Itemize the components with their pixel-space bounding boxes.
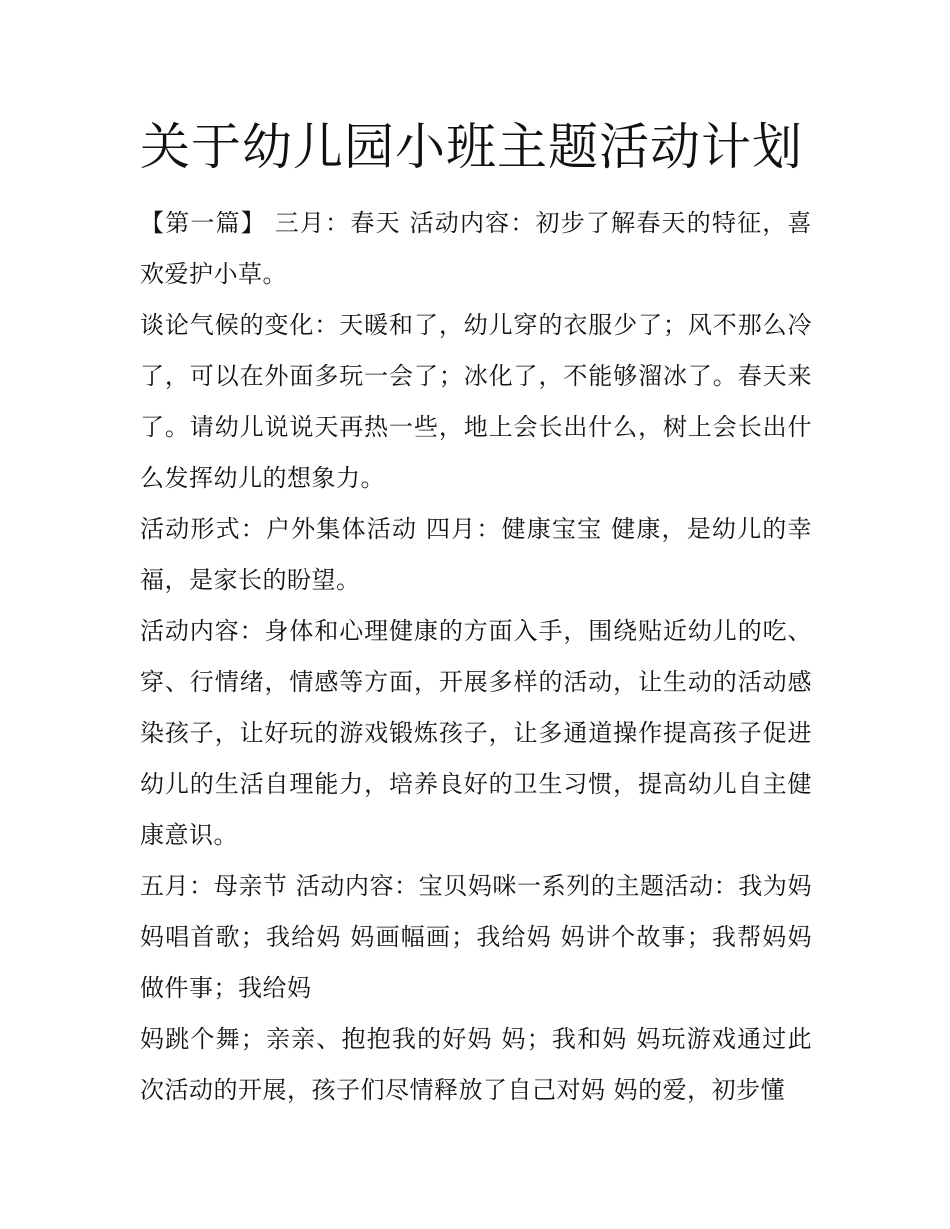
paragraph-5: 五月：母亲节 活动内容：宝贝妈咪一系列的主题活动：我为妈 妈唱首歌；我给妈 妈画幅画；我给妈 妈讲个故事；我帮妈妈做件事；我给妈 (140, 872, 812, 1002)
paragraph-1: 【第一篇】 三月：春天 活动内容：初步了解春天的特征，喜欢爱护小草。 (140, 209, 812, 288)
document-body (140, 198, 812, 1116)
paragraph-4: 活动内容：身体和心理健康的方面入手，围绕贴近幼儿的吃、穿、行情绪，情感等方面，开展多样的活动，让生动的活动感染孩子，让好玩的游戏锻炼孩子，让多通道操作提高孩子促进幼儿的生活自理能力，培养良好的卫生习惯，提高幼儿自主健康意识。 (140, 617, 812, 849)
paragraph-3: 活动形式：户外集体活动 四月：健康宝宝 健康，是幼儿的幸福，是家长的盼望。 (140, 515, 812, 594)
paragraph-2: 谈论气候的变化：天暖和了，幼儿穿的衣服少了；风不那么冷了，可以在外面多玩一会了；冰化了，不能够溜冰了。春天来了。请幼儿说说天再热一些，地上会长出什么，树上会长出什么发挥幼儿的想象力。 (140, 311, 812, 492)
paragraph-6: 妈跳个舞；亲亲、抱抱我的好妈 妈；我和妈 妈玩游戏通过此次活动的开展，孩子们尽情释放了自己对妈 妈的爱，初步懂 (140, 1025, 812, 1104)
document-title: 关于幼儿园小班主题活动计划 (140, 118, 803, 176)
